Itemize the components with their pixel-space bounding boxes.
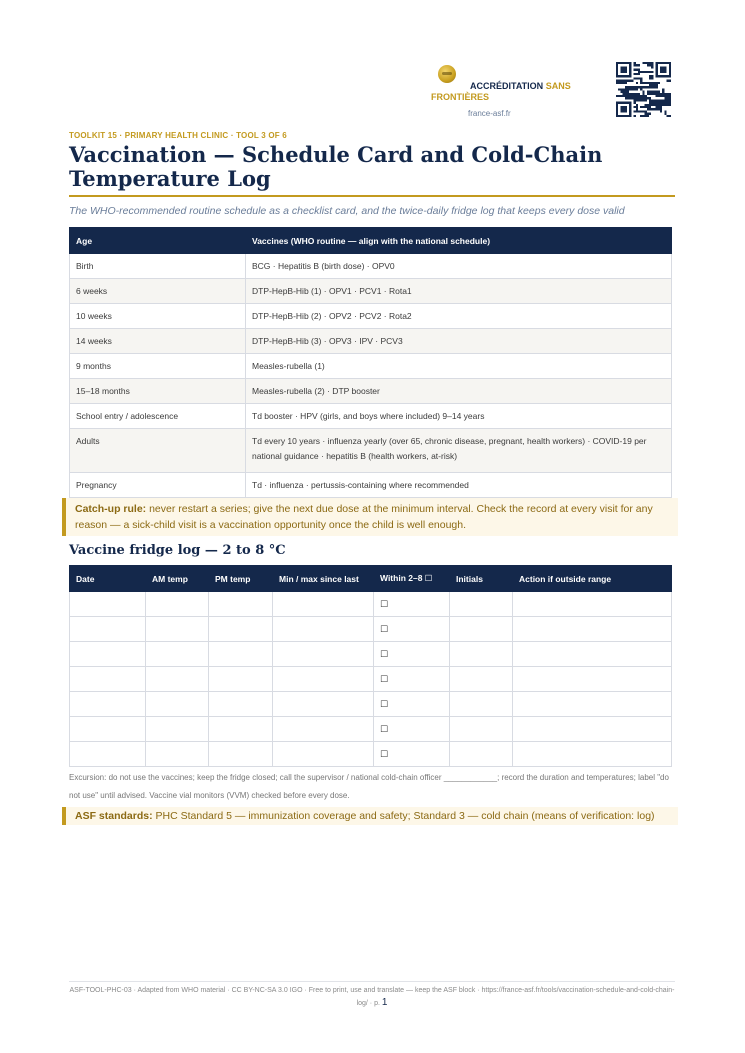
age-cell: 15–18 months bbox=[70, 379, 246, 404]
qr-code-icon bbox=[616, 62, 671, 117]
action-cell[interactable] bbox=[513, 642, 672, 667]
pm-temp-cell[interactable] bbox=[209, 692, 273, 717]
age-cell: Birth bbox=[70, 254, 246, 279]
footer-divider bbox=[69, 981, 675, 982]
within-range-checkbox[interactable]: ☐ bbox=[374, 717, 450, 742]
standards-text: PHC Standard 5 — immunization coverage and safety; Standard 3 — cold chain (means of verification: log) bbox=[152, 810, 655, 822]
am-temp-cell[interactable] bbox=[146, 617, 209, 642]
pm-temp-cell[interactable] bbox=[209, 592, 273, 617]
min-max-cell[interactable] bbox=[273, 717, 374, 742]
vaccines-cell: Td booster · HPV (girls, and boys where included) 9–14 years bbox=[246, 404, 672, 429]
age-cell: Adults bbox=[70, 429, 246, 473]
date-cell[interactable] bbox=[70, 667, 146, 692]
vaccines-cell: DTP-HepB-Hib (1) · OPV1 · PCV1 · Rota1 bbox=[246, 279, 672, 304]
min-max-cell[interactable] bbox=[273, 617, 374, 642]
standards-label: ASF standards: bbox=[75, 810, 153, 822]
pm-temp-cell[interactable] bbox=[209, 717, 273, 742]
am-temp-cell[interactable] bbox=[146, 742, 209, 767]
age-cell: 10 weeks bbox=[70, 304, 246, 329]
table-row bbox=[70, 254, 672, 279]
am-temp-cell[interactable] bbox=[146, 692, 209, 717]
initials-cell[interactable] bbox=[450, 592, 513, 617]
vaccines-cell: BCG · Hepatitis B (birth dose) · OPV0 bbox=[246, 254, 672, 279]
excursion-note: Excursion: do not use the vaccines; keep the fridge closed; call the supervisor / national cold-chain officer ____________; record the duration and temperatures; label "do not use" until advised. Vaccine vial monitors (VVM) checked before every dose. bbox=[69, 773, 669, 800]
column-header-within-range: Within 2–8 ☐ bbox=[374, 566, 450, 592]
table-row bbox=[70, 667, 672, 692]
within-range-checkbox[interactable]: ☐ bbox=[374, 617, 450, 642]
pm-temp-cell[interactable] bbox=[209, 667, 273, 692]
fridge-log-heading: Vaccine fridge log — 2 to 8 °C bbox=[69, 543, 286, 558]
callout-text: never restart a series; give the next due dose at the minimum interval. Check the record at every visit for any reason — a sick-child visit is a vaccination opportunity once the child is well enough. bbox=[75, 503, 653, 531]
am-temp-cell[interactable] bbox=[146, 717, 209, 742]
column-header-am-temp: AM temp bbox=[146, 566, 209, 592]
column-header-date: Date bbox=[70, 566, 146, 592]
am-temp-cell[interactable] bbox=[146, 667, 209, 692]
schedule-table bbox=[69, 227, 672, 498]
table-row bbox=[70, 404, 672, 429]
min-max-cell[interactable] bbox=[273, 667, 374, 692]
vaccines-cell: Measles-rubella (2) · DTP booster bbox=[246, 379, 672, 404]
table-row bbox=[70, 642, 672, 667]
within-range-checkbox[interactable]: ☐ bbox=[374, 742, 450, 767]
column-header-vaccines: Vaccines (WHO routine — align with the national schedule) bbox=[246, 228, 672, 254]
within-range-checkbox[interactable]: ☐ bbox=[374, 667, 450, 692]
catch-up-rule-callout bbox=[62, 498, 678, 536]
table-row bbox=[70, 717, 672, 742]
within-range-checkbox[interactable]: ☐ bbox=[374, 692, 450, 717]
date-cell[interactable] bbox=[70, 592, 146, 617]
min-max-cell[interactable] bbox=[273, 742, 374, 767]
age-cell: 14 weeks bbox=[70, 329, 246, 354]
page-footer bbox=[69, 985, 675, 1010]
pm-temp-cell[interactable] bbox=[209, 742, 273, 767]
age-cell: 6 weeks bbox=[70, 279, 246, 304]
age-cell: Pregnancy bbox=[70, 473, 246, 498]
column-header-min-max: Min / max since last bbox=[273, 566, 374, 592]
vaccines-cell: Td · influenza · pertussis-containing where recommended bbox=[246, 473, 672, 498]
page-number: 1 bbox=[381, 997, 388, 1008]
table-row bbox=[70, 429, 672, 473]
date-cell[interactable] bbox=[70, 692, 146, 717]
title-divider bbox=[69, 195, 675, 197]
min-max-cell[interactable] bbox=[273, 642, 374, 667]
action-cell[interactable] bbox=[513, 667, 672, 692]
age-cell: School entry / adolescence bbox=[70, 404, 246, 429]
brand-name: ACCRÉDITATION SANS FRONTIÈRES bbox=[431, 81, 571, 102]
am-temp-cell[interactable] bbox=[146, 642, 209, 667]
initials-cell[interactable] bbox=[450, 642, 513, 667]
table-row bbox=[70, 742, 672, 767]
min-max-cell[interactable] bbox=[273, 692, 374, 717]
column-header-age: Age bbox=[70, 228, 246, 254]
column-header-pm-temp: PM temp bbox=[209, 566, 273, 592]
date-cell[interactable] bbox=[70, 617, 146, 642]
page-title: Vaccination — Schedule Card and Cold-Chain Temperature Log bbox=[69, 142, 603, 191]
asf-standards-callout bbox=[62, 807, 678, 825]
vaccines-cell: Measles-rubella (1) bbox=[246, 354, 672, 379]
pm-temp-cell[interactable] bbox=[209, 642, 273, 667]
column-header-initials: Initials bbox=[450, 566, 513, 592]
action-cell[interactable] bbox=[513, 742, 672, 767]
page-subtitle: The WHO-recommended routine schedule as a checklist card, and the twice-daily fridge log that keeps every dose valid bbox=[69, 205, 625, 217]
table-row bbox=[70, 473, 672, 498]
pm-temp-cell[interactable] bbox=[209, 617, 273, 642]
initials-cell[interactable] bbox=[450, 717, 513, 742]
date-cell[interactable] bbox=[70, 642, 146, 667]
table-row bbox=[70, 329, 672, 354]
within-range-checkbox[interactable]: ☐ bbox=[374, 642, 450, 667]
initials-cell[interactable] bbox=[450, 692, 513, 717]
table-row bbox=[70, 304, 672, 329]
am-temp-cell[interactable] bbox=[146, 592, 209, 617]
schedule-header-row bbox=[70, 228, 672, 254]
vaccines-cell: Td every 10 years · influenza yearly (over 65, chronic disease, pregnant, health workers) · COVID-19 per national guidance · hepatitis B (health workers, at-risk) bbox=[246, 429, 672, 473]
fridge-log-table bbox=[69, 565, 672, 767]
vaccines-cell: DTP-HepB-Hib (2) · OPV2 · PCV2 · Rota2 bbox=[246, 304, 672, 329]
table-row bbox=[70, 354, 672, 379]
vaccines-cell: DTP-HepB-Hib (3) · OPV3 · IPV · PCV3 bbox=[246, 329, 672, 354]
toolkit-kicker: TOOLKIT 15 · PRIMARY HEALTH CLINIC · TOOL 3 OF 6 bbox=[69, 131, 287, 140]
callout-label: Catch-up rule: bbox=[75, 503, 147, 515]
action-cell[interactable] bbox=[513, 592, 672, 617]
table-row bbox=[70, 692, 672, 717]
action-cell[interactable] bbox=[513, 692, 672, 717]
table-row bbox=[70, 379, 672, 404]
date-cell[interactable] bbox=[70, 742, 146, 767]
initials-cell[interactable] bbox=[450, 617, 513, 642]
table-row bbox=[70, 617, 672, 642]
website-label: france-asf.fr bbox=[468, 109, 511, 118]
action-cell[interactable] bbox=[513, 717, 672, 742]
within-range-checkbox[interactable]: ☐ bbox=[374, 592, 450, 617]
initials-cell[interactable] bbox=[450, 742, 513, 767]
age-cell: 9 months bbox=[70, 354, 246, 379]
min-max-cell[interactable] bbox=[273, 592, 374, 617]
initials-cell[interactable] bbox=[450, 667, 513, 692]
footer-text: ASF-TOOL-PHC-03 · Adapted from WHO material · CC BY-NC-SA 3.0 IGO · Free to print, use and translate — keep the ASF block · https://france-asf.fr/tools/vaccination-schedule-and-cold-chain-log/ · p. bbox=[69, 987, 675, 1007]
table-row bbox=[70, 279, 672, 304]
date-cell[interactable] bbox=[70, 717, 146, 742]
table-row bbox=[70, 592, 672, 617]
action-cell[interactable] bbox=[513, 617, 672, 642]
column-header-action: Action if outside range bbox=[513, 566, 672, 592]
fridge-header-row bbox=[70, 566, 672, 592]
